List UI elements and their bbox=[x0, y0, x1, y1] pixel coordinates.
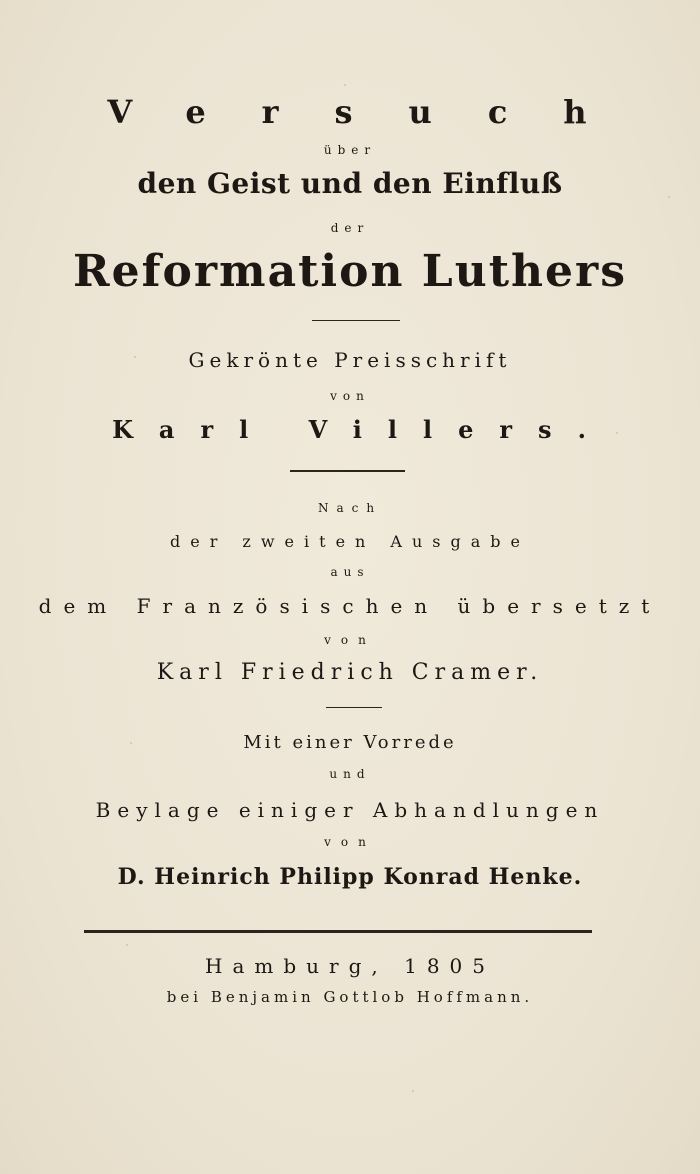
translation-line: dem Französischen übersetzt bbox=[38, 594, 662, 618]
nach-line: Nach bbox=[317, 501, 383, 515]
prize-line: Gekrönte Preisschrift bbox=[188, 348, 512, 372]
paper-speck bbox=[412, 1090, 414, 1092]
und-line: und bbox=[329, 767, 371, 781]
divider-rule bbox=[312, 320, 400, 321]
imprint-rule bbox=[84, 930, 592, 933]
divider-rule bbox=[290, 470, 405, 472]
supplement-line: Beylage einiger Abhandlungen bbox=[95, 798, 605, 822]
paper-speck bbox=[126, 944, 128, 946]
paper-speck bbox=[344, 84, 346, 86]
title-word: Versuch bbox=[107, 93, 643, 131]
aus-line: aus bbox=[330, 565, 370, 579]
article-der: der bbox=[330, 221, 370, 235]
place-year: Hamburg, 1805 bbox=[205, 954, 495, 978]
subtitle: den Geist und den Einfluß bbox=[137, 167, 563, 200]
translator-name: Karl Friedrich Cramer. bbox=[156, 660, 544, 685]
divider-rule bbox=[326, 707, 382, 708]
von-line: von bbox=[324, 633, 376, 647]
edition-line: der zweiten Ausgabe bbox=[169, 532, 530, 551]
von-line: von bbox=[330, 389, 370, 403]
von-line: von bbox=[324, 835, 376, 849]
editor-name: D. Heinrich Philipp Konrad Henke. bbox=[117, 864, 583, 890]
author-name: Karl Villers. bbox=[112, 415, 612, 444]
publisher-line: bei Benjamin Gottlob Hoffmann. bbox=[166, 988, 534, 1006]
main-title: Reformation Luthers bbox=[73, 246, 627, 297]
preposition-ueber: über bbox=[323, 143, 377, 157]
preface-line: Mit einer Vorrede bbox=[243, 732, 457, 753]
